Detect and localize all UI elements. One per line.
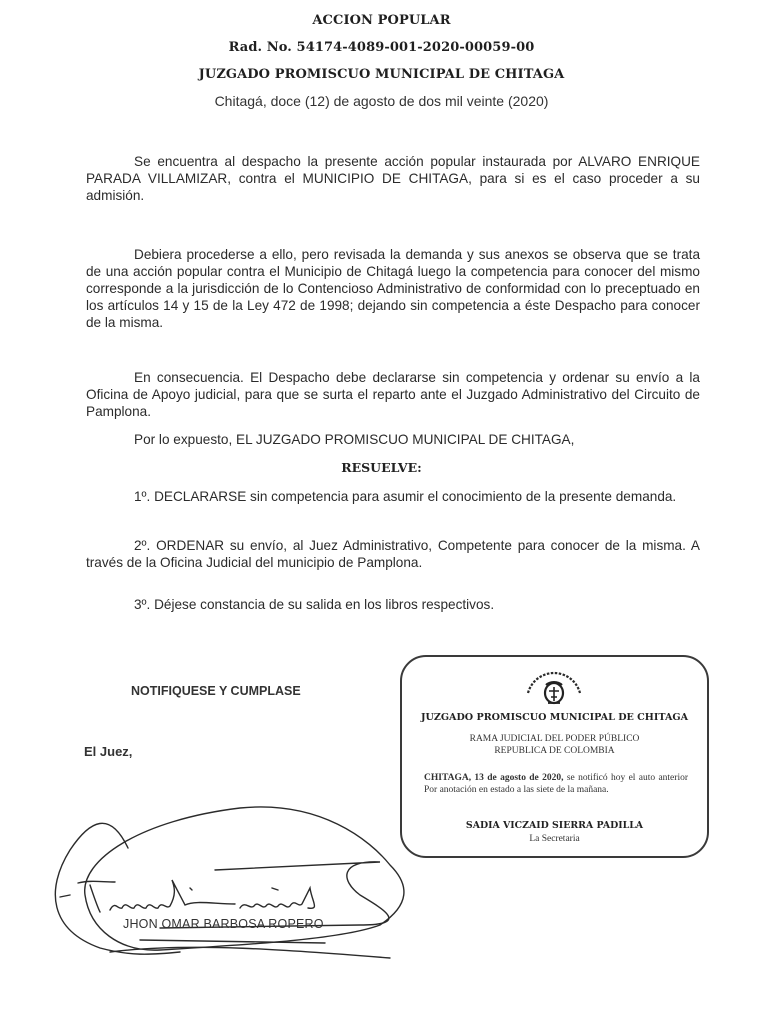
document-date: Chitagá, doce (12) de agosto de dos mil veinte (2020) [214, 93, 549, 109]
signature-scribble [110, 880, 314, 910]
stamp-secretary-role: La Secretaria [529, 834, 580, 844]
paragraph-consequence: En consecuencia. El Despacho debe declararse sin competencia y ordenar su envío a la Oficina de Apoyo judicial, para que se surta el reparto ante el Juzgado Administrativo del Circuito de Pamplona. [86, 370, 700, 419]
resolution-item-number: 2º. [134, 538, 151, 553]
resolution-item [86, 488, 700, 505]
stamp-country: REPUBLICA DE COLOMBIA [494, 746, 615, 756]
stamp-notice-text: se notificó hoy el auto anterior Por anotación en estado a las siete de la mañana. [424, 773, 688, 795]
stamp-court-name: JUZGADO PROMISCUO MUNICIPAL DE CHITAGA [420, 712, 689, 723]
signer-name: JHON OMAR BARBOSA ROPERO [123, 917, 324, 931]
paragraph-admission: Se encuentra al despacho la presente acción popular instaurada por ALVARO ENRIQUE PARADA VILLAMIZAR, contra el MUNICIPIO DE CHITAGA, para si es el caso proceder a su admisión. [86, 154, 700, 203]
signature-tail [110, 947, 390, 958]
stamp-notice-date: CHITAGA, 13 de agosto de 2020, [424, 773, 564, 783]
resolution-heading: RESUELVE: [341, 460, 422, 475]
colombia-coat-of-arms-icon [518, 667, 590, 711]
resolution-item-number: 1º. [134, 489, 151, 504]
resolution-item-number: 3º. [134, 597, 151, 612]
resolution-item-text: DECLARARSE sin competencia para asumir el conocimiento de la presente demanda. [154, 489, 677, 504]
stamp-secretary-name: SADIA VICZAID SIERRA PADILLA [465, 820, 644, 831]
handwritten-signature [40, 800, 440, 970]
resolution-item [86, 537, 700, 571]
signature-outer-loop [55, 823, 180, 954]
stamp-branch: RAMA JUDICIAL DEL PODER PÚBLICO [469, 734, 640, 744]
court-name: JUZGADO PROMISCUO MUNICIPAL DE CHITAGA [198, 67, 565, 82]
signer-role: El Juez, [84, 744, 133, 759]
case-number: Rad. No. 54174-4089-001-2020-00059-00 [228, 40, 535, 55]
resolution-item-text: ORDENAR su envío, al Juez Administrativo, Competente para conocer de la misma. A través de la Oficina Judicial del municipio de Pamplona. [86, 538, 700, 570]
paragraph-exposed: Por lo expuesto, EL JUZGADO PROMISCUO MUNICIPAL DE CHITAGA, [134, 432, 575, 447]
stamp-notice [424, 772, 688, 796]
notify-line: NOTIFIQUESE Y CUMPLASE [131, 684, 301, 698]
resolution-item-text: Déjese constancia de su salida en los libros respectivos. [154, 597, 495, 612]
resolution-item [86, 596, 700, 613]
signature-dot [190, 888, 278, 890]
court-notification-stamp [400, 655, 709, 858]
document-title: ACCION POPULAR [312, 13, 451, 28]
paragraph-competence: Debiera procederse a ello, pero revisada la demanda y sus anexos se observa que se trata de una acción popular contra el Municipio de Chitagá luego la competencia para conocer del mismo corresponde a la jurisdicción de lo Contencioso Administrativo de conformidad con lo preceptuado en los artículos 14 y 15 de la Ley 472 de 1998; dejando sin competencia a éste Despacho para conocer de la misma. [86, 247, 700, 330]
